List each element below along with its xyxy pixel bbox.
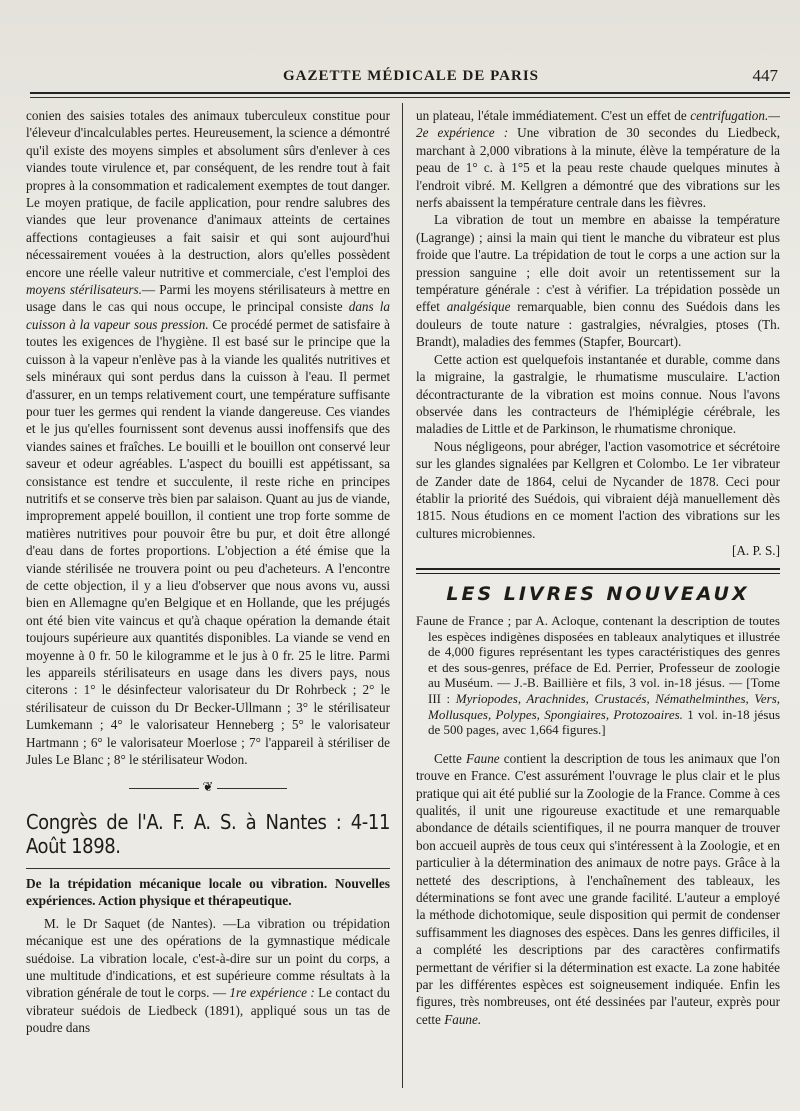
- section-rule: [26, 868, 390, 869]
- column-divider: [402, 103, 403, 1088]
- paragraph: Cette Faune contient la description de tous les animaux que l'on trouve en France. C'est assurément l'ouvrage le plus clair et le plus pratique qui ait été publié sur la Zoologie de la France. Comme à ces qualités, il unit une rigoureuse exactitude et une remarquable abondance de détails scientifiques, il ne pourra manquer de trouver bon accueil auprès de tous ceux qui s'intéressent à la Zoologie, et en particulier à la détermination des animaux de notre pays. Grâce à la netteté des descriptions, à l'enchaînement des tableaux, les déterminations se font avec une grande facilité. L'auteur a employé la méthode dichotomique, seule disposition qui permit de condenser suffisamment les diagnoses des espèces. Dans les genres difficiles, il a complété les descriptions par des caractères confirmatifs permettant de vérifier si la détermination est exacte. La zone habitée par les différentes espèces est soigneusement indiquée. Enfin les figures, très nombreuses, ont été dessinées par l'auteur, exprès pour cette Faune.: [416, 750, 780, 1027]
- paragraph: La vibration de tout un membre en abaisse la température (Lagrange) ; ainsi la main qui tient le manche du vibrateur est plus froide que l'autre. La trépidation de tout le corps a une action sur la pression sanguine ; elle doit avoir un retentissement sur la température générale : c'est à vérifier. La trépidation possède un effet analgésique remarquable, bien connu des Suédois dans les douleurs de toute nature : gastralgies, névralgies, ptoses (Th. Brandt), maladies des femmes (Stapfer, Bourcart).: [416, 212, 781, 350]
- paragraph: un plateau, l'étale immédiatement. C'est un effet de centrifugation.— 2e expérience : Une vibration de 30 secondes du Liedbeck, marchant à 2,000 vibrations à la minute, élève la température de la peau de 1° c. à 1°5 et la peau reste chaude quelques minutes à l'endroit vibré. M. Kellgren a démontré que des vibrations sur les nerfs abaissent la température centrale dans les fièvres.: [416, 108, 781, 211]
- ornament-divider: [26, 778, 390, 795]
- paragraph: Cette action est quelquefois instantanée et durable, comme dans la migraine, la gastralgie, le rhumatisme musculaire. L'action décontracturante de la vibration est moins connue. Nous l'avons observée dans les contracteurs de l'hémiplégie cérébrale, les maladies de Little et de Parkinson, le rhumatisme chronique.: [416, 351, 780, 437]
- header-rule-thin: [30, 97, 790, 98]
- signature: [A. P. S.]: [732, 543, 780, 559]
- header-rule: [30, 92, 790, 94]
- bibliography-entry: [416, 613, 780, 738]
- section-double-rule: [416, 568, 780, 574]
- right-column: [416, 107, 780, 1028]
- fleuron-icon: ❦: [202, 779, 214, 795]
- paragraph: M. le Dr Saquet (de Nantes). —La vibration ou trépidation mécanique est une des opérations de la gymnastique médicale suédoise. La vibration locale, c'est-à-dire sur un point du corps, a une multitude d'indications, et est supérieure comme résultats à la vibration générale de tout le corps. — 1re expérience : Le contact du vibrateur suédois de Liedbeck (1891), appliqué sous un tas de poudre dans: [26, 915, 391, 1036]
- section-title: De la trépidation mécanique locale ou vibration. Nouvelles expériences. Action physique et thérapeutique.: [26, 875, 390, 908]
- journal-title: GAZETTE MÉDICALE DE PARIS: [283, 68, 540, 84]
- livres-heading: LES LIVRES NOUVEAUX: [446, 582, 750, 605]
- paragraph: Faune de France ; par A. Acloque, contenant la description de toutes les espèces indigènes disposées en tableaux analytiques et illustrée de 4,000 figures représentant les types caractéristiques des genres et des sous-genres, préface de Ed. Perrier, Professeur de zoologie au Muséum. — J.-B. Baillière et fils, 3 vol. in-18 jésus. — [Tome III : Myriopodes, Arachnides, Crustacés, Némathelminthes, Vers, Mollusques, Polypes, Spongiaires, Protozoaires. 1 vol. in-18 jésus de 500 pages, avec 1,664 figures.]: [416, 612, 781, 738]
- page-number: 447: [752, 66, 778, 85]
- paragraph: Nous négligeons, pour abréger, l'action vasomotrice et sécrétoire sur les glandes signalées par Kellgren et Colombo. Le 1er vibrateur de Zander date de 1864, celui de Nycander de 1878. Ceci pour établir la priorité des Suédois, qui vibraient déjà manuellement dès 1815. Nous étudions en ce moment l'action des vibrations sur les cultures microbiennes.: [416, 438, 780, 541]
- paragraph: conien des saisies totales des animaux tuberculeux constitue pour l'éleveur d'incalculables pertes. Heureusement, la science a démontré qu'il existe des moyens simples et absolument sûrs d'enlever à ces viandes toute virulence et, par conséquent, de les rendre tout à fait propres à la consommation et radicalement exemptes de tout danger. Le moyen pratique, de facile application, pour rendre salubres des viandes que leur provenance d'animaux atteints de certaines affections contagieuses a fait saisir et qui sont aujourd'hui nécessairement vouées à la destruction, alors qu'elles possèdent encore une réelle valeur nutritive et commerciale, c'est l'emploi des moyens stérilisateurs.— Parmi les moyens stérilisateurs à mettre en usage dans le cas qui nous occupe, le principal consiste dans la cuisson à la vapeur sous pression. Ce procédé permet de satisfaire à toutes les exigences de l'hygiène. Il est basé sur le principe que la cuisson à la vapeur n'enlève pas à la viande les qualités nutritives et sels minéraux qui sont perdus dans la cuisson à l'eau. Il permet d'assurer, en un temps relativement court, une température suffisante pour tuer les germes qui rendent la viande dangereuse. Ces viandes et le jus qu'elles fournissent sont devenus aussi inoffensifs que des viandes saines et fraîches. Le bouilli et le bouillon ont conservé leur saveur et odeur agréables. L'aspect du bouilli est appétissant, sa consistance est tendre et succulente, il reste riche en principes nutritifs et se conserve très bien par salaison. Quant au jus de viande, improprement appelé bouillon, il contient une trop forte somme de matières nutritives pour pouvoir être bu pur, et doit être allongé d'eau dans de fortes proportions. L'objection a été émise que la viande stérilisée ne trouvera point ou peu d'acheteurs. A l'encontre de cette objection, il y a lieu d'observer que nous avons vu, aussi bien en Allemagne qu'en Belgique et en Hollande, que les préjugés ont été bien vite vaincus et qu'à chaque opération la demande était toujours supérieure aux quantités disponibles. La viande se vend en moyenne à 0 fr. 50 le kilogramme et le jus à 0 fr. 25 le litre. Parmi les appareils stérilisateurs en usage dans les divers pays, nous citerons : 1° le désinfecteur valorisateur du Dr Rohrbeck ; 2° le stérilisateur de cuisson du Dr Becker-Ullmann ; 3° le stérilisateur Lumkemann ; 4° le valorisateur Henneberg ; 5° le valorisateur Hartmann ; 6° le valorisateur Moerlose ; 7° l'appareil à stériliser de Jules Le Blanc ; 8° le stérilisateur Wodon.: [26, 108, 391, 768]
- left-column: [26, 107, 390, 1037]
- congres-heading: Congrès de l'A. F. A. S. à Nantes : 4-11 Août 1898.: [26, 809, 390, 858]
